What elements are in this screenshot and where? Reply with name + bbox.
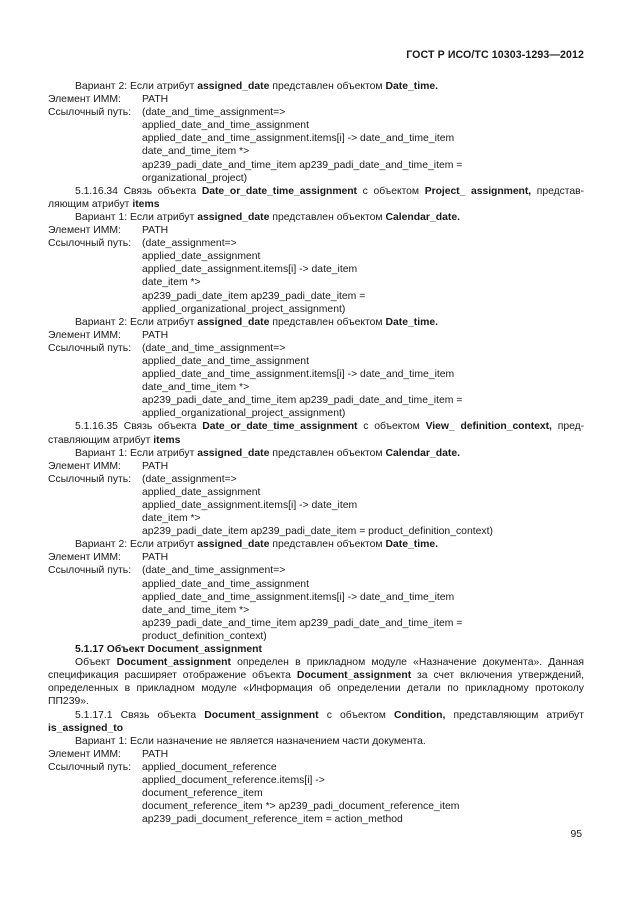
path-line: applied_organizational_project_assignment) [142,408,346,420]
section-heading-continuation: ставляющим атрибут items [48,434,181,446]
path-line: applied_date_assignment [142,486,261,498]
element-row: Элемент ИММ: PATH [48,552,169,564]
path-line: applied_date_and_time_assignment.items[i] -> date_and_time_item [142,591,455,603]
element-row: Элемент ИММ: PATH [48,225,169,237]
variant-line: Вариант 1: Если назначение не является назначением части документа. [75,735,426,747]
path-line: date_item *> [142,277,201,289]
path-line: date_item *> [142,513,201,525]
document-body [48,80,584,826]
section-heading-5-1-17: 5.1.17 Объект Document_assignment [75,644,262,656]
paragraph-line: спецификация расширяет отображение объекта Document_assignment за счет включения утверждений, [48,670,585,682]
element-row: Элемент ИММ: PATH [48,460,169,472]
paragraph-line: ПП239». [48,696,89,708]
path-line: applied_date_and_time_assignment.items[i] -> date_and_time_item [142,133,455,145]
page-header: ГОСТ Р ИСО/ТС 10303-1293—2012 [406,49,584,61]
path-line: applied_document_reference.items[i] -> [142,774,325,786]
path-line: applied_date_and_time_assignment [142,578,309,590]
section-heading-5-1-16-34: 5.1.16.34 Связь объекта Date_or_date_time_assignment с объектом Project_ assignment, представ- [75,185,584,197]
path-row: Ссылочный путь: (date_and_time_assignment=> [48,107,286,119]
path-line: applied_date_assignment.items[i] -> date_item [142,264,358,276]
path-row: Ссылочный путь: (date_assignment=> [48,238,237,250]
path-line: product_definition_context) [142,630,267,642]
variant-line: Вариант 2: Если атрибут assigned_date представлен объектом Date_time. [75,81,439,92]
path-line: organizational_project) [142,172,248,184]
paragraph-line: Объект Document_assignment определен в прикладном модуле «Назначение документа». Данная [75,657,585,669]
variant-line: Вариант 2: Если атрибут assigned_date представлен объектом Date_time. [75,316,439,328]
section-heading-continuation: is_assigned_to [48,722,124,734]
paragraph-line: определенных в прикладном модуле «Информация об определении детали по прикладному протоколу [48,683,584,695]
path-line: ap239_padi_document_reference_item = action_method [142,814,403,826]
element-row: Элемент ИММ: PATH [48,329,169,341]
element-row: Элемент ИММ: PATH [48,748,169,760]
path-line: date_and_time_item *> [142,146,250,158]
variant-line: Вариант 1: Если атрибут assigned_date представлен объектом Calendar_date. [75,447,460,459]
path-line: ap239_padi_date_and_time_item ap239_padi_date_and_time_item = [142,159,463,171]
path-line: document_reference_item *> ap239_padi_document_reference_item [142,801,460,813]
path-line: document_reference_item [142,788,263,800]
path-row: Ссылочный путь: (date_and_time_assignment=> [48,565,286,577]
section-heading-5-1-16-35: 5.1.16.35 Связь объекта Date_or_date_time_assignment с объектом View_ definition_context, пред- [75,421,584,433]
path-line: ap239_padi_date_item ap239_padi_date_item = product_definition_context) [142,526,493,538]
element-row: Элемент ИММ: PATH [48,94,169,106]
path-row: Ссылочный путь: applied_document_reference [48,761,277,773]
path-line: date_and_time_item *> [142,604,250,616]
path-line: applied_date_and_time_assignment [142,355,309,367]
path-line: date_and_time_item *> [142,382,250,394]
section-heading-5-1-17-1: 5.1.17.1 Связь объекта Document_assignment с объектом Condition, представляющим атрибут [75,709,584,721]
path-line: applied_organizational_project_assignment) [142,303,346,315]
path-line: ap239_padi_date_item ap239_padi_date_item = [142,290,366,302]
path-line: applied_date_and_time_assignment [142,120,309,132]
path-line: applied_date_assignment.items[i] -> date_item [142,500,358,511]
path-line: ap239_padi_date_and_time_item ap239_padi_date_and_time_item = [142,617,463,629]
path-row: Ссылочный путь: (date_assignment=> [48,473,237,485]
path-line: ap239_padi_date_and_time_item ap239_padi_date_and_time_item = [142,395,463,407]
path-row: Ссылочный путь: (date_and_time_assignment=> [48,342,286,354]
path-line: applied_date_assignment [142,251,261,263]
variant-line: Вариант 2: Если атрибут assigned_date представлен объектом Date_time. [75,539,439,551]
page-number: 95 [570,829,582,840]
section-heading-continuation: ляющим атрибут items [48,198,160,210]
path-line: applied_date_and_time_assignment.items[i] -> date_and_time_item [142,369,455,381]
variant-line: Вариант 1: Если атрибут assigned_date представлен объектом Calendar_date. [75,211,460,223]
